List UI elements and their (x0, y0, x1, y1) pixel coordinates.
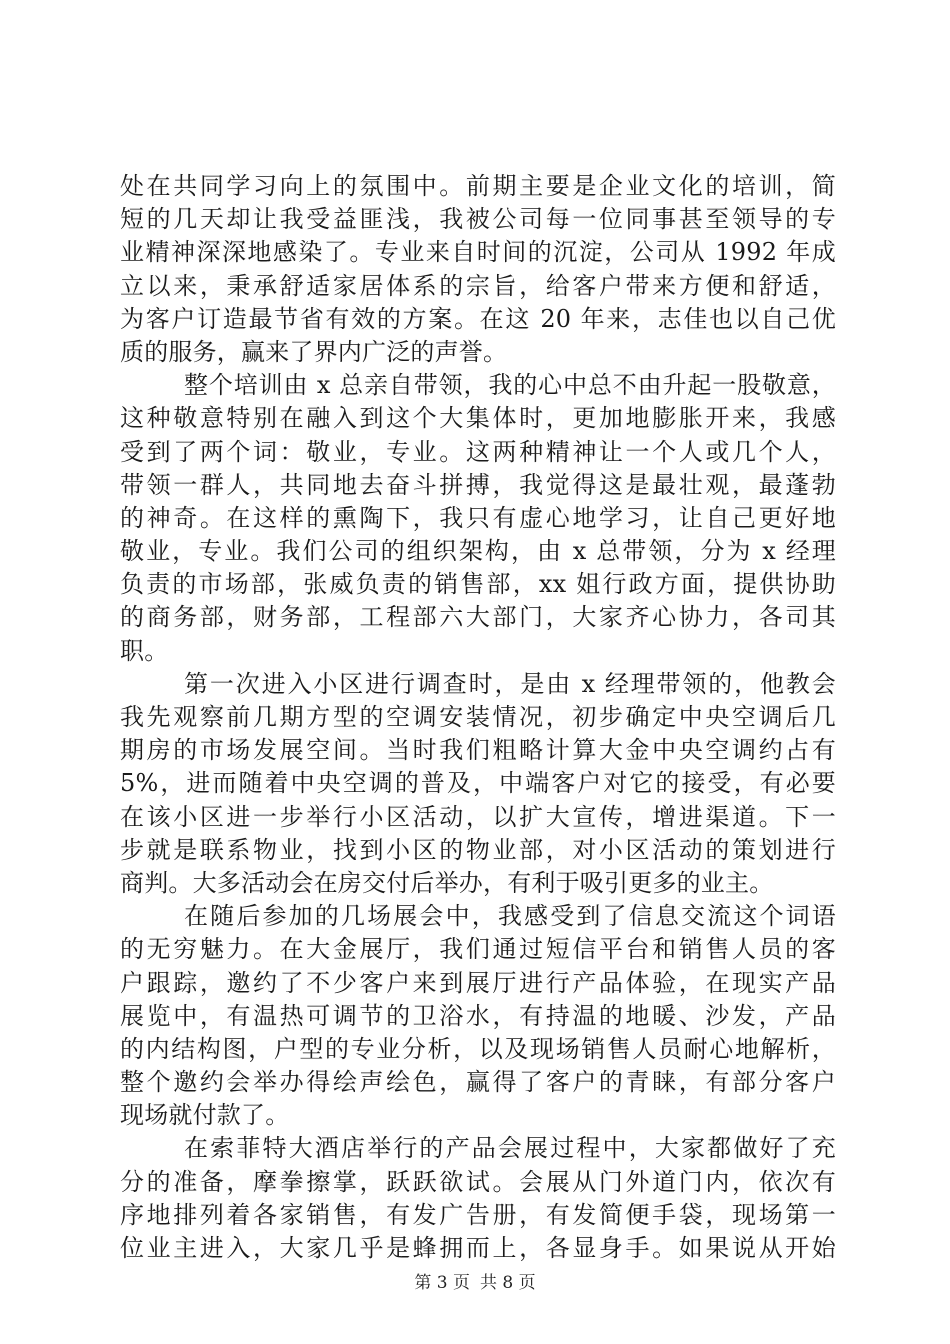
text-line: 处在共同学习向上的氛围中。前期主要是企业文化的培训，简 (120, 172, 836, 200)
text-line: 业精神深深地感染了。专业来自时间的沉淀，公司从 1992 年成 (120, 238, 836, 267)
page-footer (0, 1272, 950, 1294)
text-line: 立以来，秉承舒适家居体系的宗旨，给客户带来方便和舒适， (120, 271, 836, 300)
text-line: 职。 (120, 636, 169, 665)
text-line: 短的几天却让我受益匪浅，我被公司每一位同事甚至领导的专 (120, 205, 836, 234)
text-line: 的内结构图，户型的专业分析，以及现场销售人员耐心地解析， (120, 1034, 836, 1063)
text-line: 负责的市场部，张威负责的销售部，xx 姐行政方面，提供协助 (120, 570, 836, 599)
page-number: 第 3 页 (414, 1273, 470, 1293)
text-line: 的商务部，财务部，工程部六大部门，大家齐心协力，各司其 (120, 603, 836, 632)
text-line: 在该小区进一步举行小区活动，以扩大宣传，增进渠道。下一 (120, 802, 836, 831)
text-line: 这种敬意特别在融入到这个大集体时，更加地膨胀开来，我感 (120, 404, 836, 433)
text-line: 现场就付款了。 (120, 1101, 290, 1130)
document-body (120, 170, 836, 1265)
text-line: 在索菲特大酒店举行的产品会展过程中，大家都做好了充 (184, 1134, 836, 1163)
text-line: 在随后参加的几场展会中，我感受到了信息交流这个词语 (184, 902, 836, 931)
text-line: 商判。大多活动会在房交付后举办，有利于吸引更多的业主。 (120, 868, 774, 897)
page-total: 共 8 页 (480, 1273, 536, 1293)
text-line: 步就是联系物业，找到小区的物业部，对小区活动的策划进行 (120, 835, 836, 864)
text-line: 5%，进而随着中央空调的普及，中端客户对它的接受，有必要 (120, 769, 836, 798)
text-line: 整个培训由 x 总亲自带领，我的心中总不由升起一股敬意， (184, 371, 836, 400)
text-line: 受到了两个词：敬业，专业。这两种精神让一个人或几个人， (120, 437, 836, 466)
text-line: 的无穷魅力。在大金展厅，我们通过短信平台和销售人员的客 (120, 935, 836, 964)
text-line: 为客户订造最节省有效的方案。在这 20 年来，志佳也以自己优 (120, 304, 836, 333)
text-line: 第一次进入小区进行调查时，是由 x 经理带领的，他教会 (184, 669, 836, 698)
text-line: 的神奇。在这样的熏陶下，我只有虚心地学习，让自己更好地 (120, 503, 836, 532)
text-line: 位业主进入，大家几乎是蜂拥而上，各显身手。如果说从开始 (120, 1234, 836, 1262)
text-line: 户跟踪，邀约了不少客户来到展厅进行产品体验，在现实产品 (120, 968, 836, 997)
text-line: 期房的市场发展空间。当时我们粗略计算大金中央空调约占有 (120, 736, 836, 765)
text-line: 整个邀约会举办得绘声绘色，赢得了客户的青睐，有部分客户 (120, 1068, 836, 1097)
text-line: 展览中，有温热可调节的卫浴水，有持温的地暖、沙发，产品 (120, 1001, 836, 1030)
text-line: 带领一群人，共同地去奋斗拼搏，我觉得这是最壮观，最蓬勃 (120, 470, 836, 499)
text-line: 分的准备，摩拳擦掌，跃跃欲试。会展从门外道门内，依次有 (120, 1167, 836, 1196)
text-line: 质的服务，赢来了界内广泛的声誉。 (120, 337, 508, 366)
text-line: 敬业，专业。我们公司的组织架构，由 x 总带领，分为 x 经理 (120, 537, 836, 566)
text-line: 我先观察前几期方型的空调安装情况，初步确定中央空调后几 (120, 703, 836, 731)
text-line: 序地排列着各家销售，有发广告册，有发简便手袋，现场第一 (120, 1200, 836, 1229)
